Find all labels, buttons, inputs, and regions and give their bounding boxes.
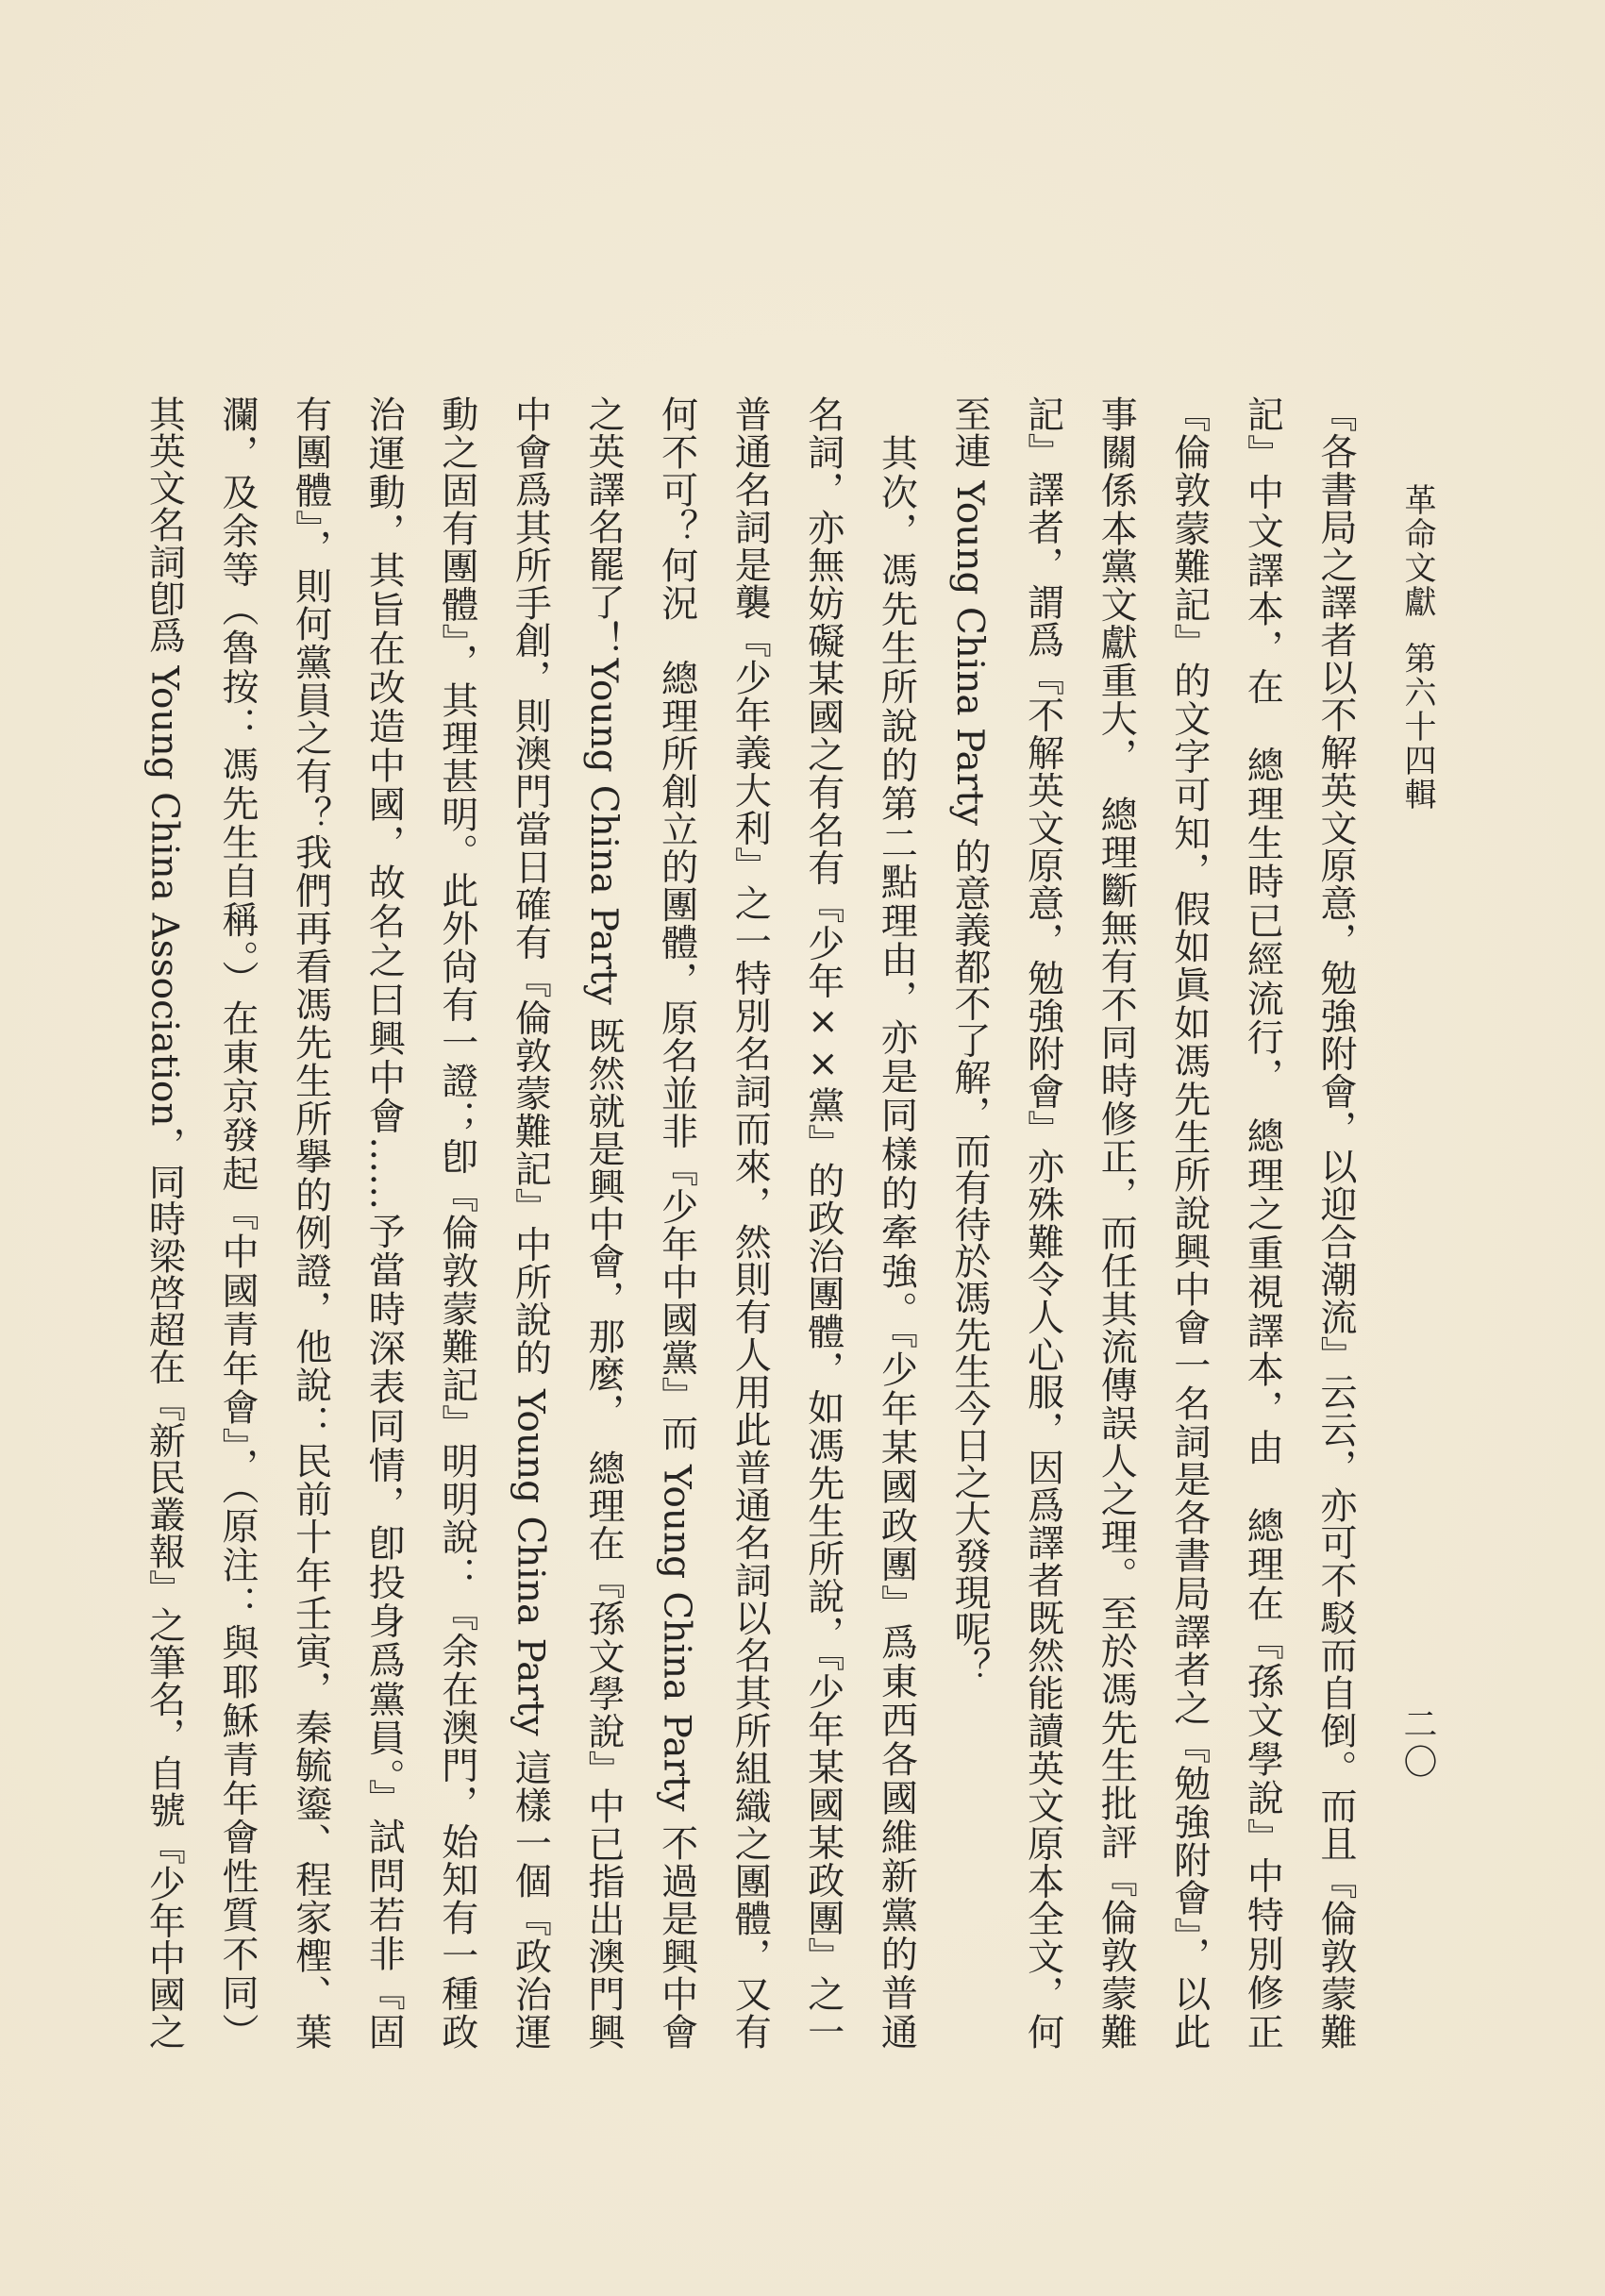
page-number: 二〇: [1398, 1706, 1437, 1782]
text-column: 『倫敦蒙難記』的文字可知，假如眞如馮先生所說興中會一名詞是各書局譯者之『勉強附會』，以此: [1167, 395, 1211, 2050]
text-column: 記』中文譯本，在 總理生時已經流行， 總理之重視譯本，由 總理在『孫文學說』中特別修正: [1241, 395, 1284, 2050]
text-column: 有團體』，則何黨員之有？我們再看馮先生所擧的例證，他說：民前十年壬寅，秦毓鎏、程家檉、葉: [289, 395, 332, 2050]
text-column: 『各書局之譯者以不解英文原意，勉強附會，以迎合潮流』云云，亦可不駁而自倒。而且『倫敦蒙難: [1314, 395, 1357, 2050]
text-column: 何不可？何況 總理所創立的團體，原名並非『少年中國黨』而 Young China Party 不過是興中會: [655, 395, 698, 2050]
text-column: 至連 Young China Party 的意義都不了解，而有待於馮先生今日之大發現呢？: [948, 395, 991, 1684]
text-column: 瀾，及余等（魯按：馮先生自稱。）在東京發起『中國青年會』，（原注：與耶穌青年會性質不同）: [216, 395, 259, 2050]
text-column: 其次，馮先生所說的第二點理由，亦是同樣的牽強。『少年某國政團』爲東西各國維新黨的普通: [875, 395, 918, 2050]
running-header: [1398, 483, 1436, 812]
text-column: 名詞，亦無妨礙某國之有名有『少年××黨』的政治團體，如馮先生所說，『少年某國某政團』之一: [801, 395, 844, 2050]
text-column: 其英文名詞卽爲 Young China Association，同時梁啓超在『新民叢報』之筆名，自號『少年中國之: [142, 395, 186, 2050]
volume-label: 第六十四輯: [1398, 642, 1436, 812]
text-column: 治運動，其旨在改造中國，故名之曰興中會……予當時深表同情，卽投身爲黨員。』試問若非『固: [362, 395, 406, 2050]
text-column: 中會爲其所手創，則澳門當日確有『倫敦蒙難記』中所說的 Young China Party 這樣一個『政治運: [509, 395, 552, 2050]
text-column: 事關係本黨文獻重大， 總理斷無有不同時修正，而任其流傳誤人之理。至於馮先生批評『倫敦蒙難: [1095, 395, 1138, 2050]
text-column: 普通名詞是襲『少年義大利』之一特別名詞而來，然則有人用此普通名詞以名其所組織之團體，又有: [728, 395, 772, 2050]
text-column: 動之固有團體』，其理甚明。此外尙有一證；卽『倫敦蒙難記』明明說：『余在澳門，始知有一種政: [435, 395, 478, 2050]
book-title: 革命文獻: [1398, 483, 1436, 619]
text-column: 記』譯者，謂爲『不解英文原意，勉強附會』亦殊難令人心服，因爲譯者既然能讀英文原本全文，何: [1021, 395, 1064, 2050]
text-column: 之英譯名罷了！Young China Party 既然就是興中會，那麼， 總理在『孫文學說』中已指出澳門興: [582, 395, 625, 2050]
